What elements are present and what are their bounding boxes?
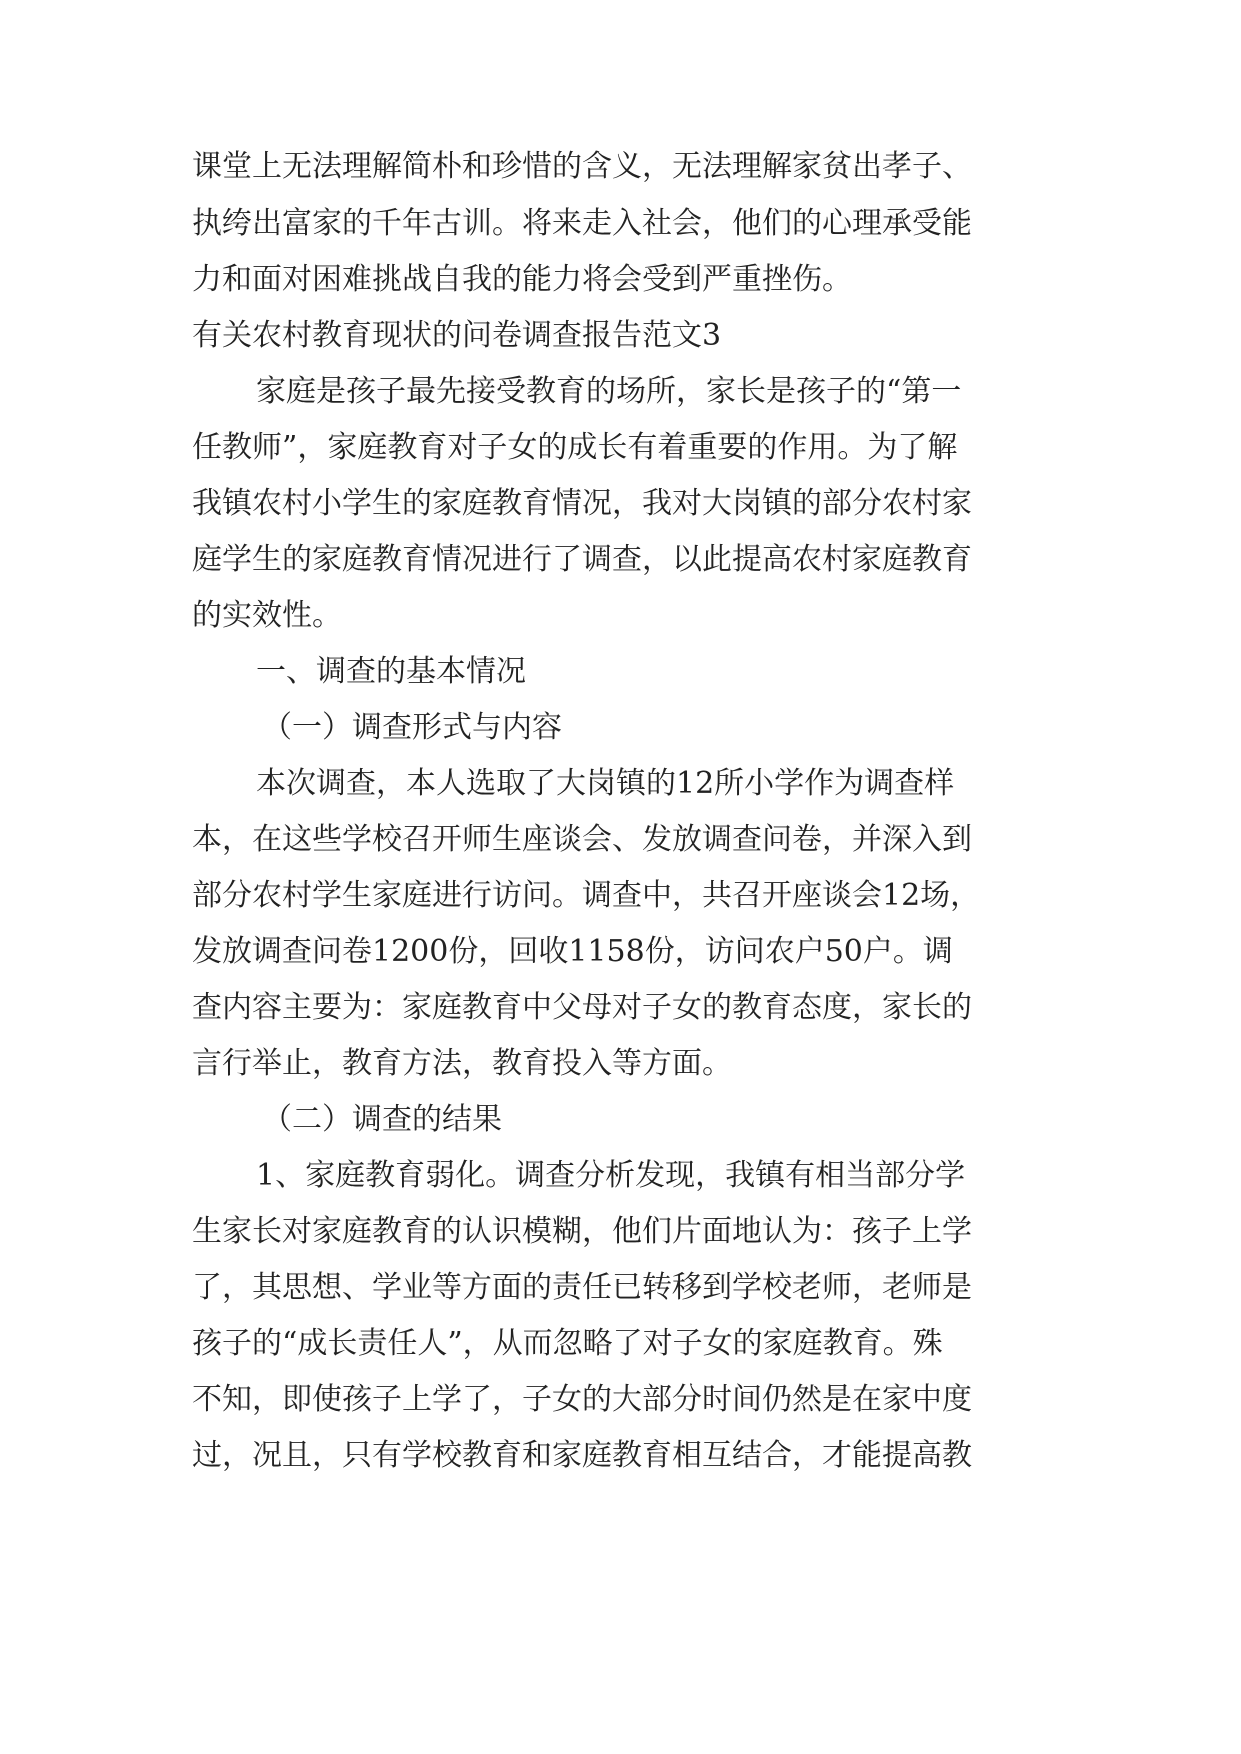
text-line: 过，况且，只有学校教育和家庭教育相互结合，才能提高教 [192, 1438, 972, 1473]
paragraph-start: 家庭是孩子最先接受教育的场所，家长是孩子的“第一 [256, 374, 962, 409]
subheading: （二）调查的结果 [262, 1102, 502, 1137]
text-line: 力和面对困难挑战自我的能力将会受到严重挫伤。 [192, 262, 852, 297]
paragraph-start: 1、家庭教育弱化。调查分析发现，我镇有相当部分学 [256, 1158, 966, 1193]
text-line: 不知，即使孩子上学了，子女的大部分时间仍然是在家中度 [192, 1382, 972, 1417]
text-line: 任教师”，家庭教育对子女的成长有着重要的作用。为了解 [192, 430, 958, 465]
section-heading: 有关农村教育现状的问卷调查报告范文3 [192, 318, 722, 353]
text-line: 孩子的“成长责任人”，从而忽略了对子女的家庭教育。殊 [192, 1326, 943, 1361]
text-line: 生家长对家庭教育的认识模糊，他们片面地认为：孩子上学 [192, 1214, 972, 1249]
subheading: （一）调查形式与内容 [262, 710, 562, 745]
text-line: 的实效性。 [192, 598, 342, 633]
text-line: 本，在这些学校召开师生座谈会、发放调查问卷，并深入到 [192, 822, 972, 857]
text-line: 执绔出富家的千年古训。将来走入社会，他们的心理承受能 [192, 206, 972, 241]
text-line: 课堂上无法理解简朴和珍惜的含义，无法理解家贫出孝子、 [192, 149, 972, 184]
text-line: 发放调查问卷1200份，回收1158份，访问农户50户。调 [192, 934, 953, 969]
text-line: 查内容主要为：家庭教育中父母对子女的教育态度，家长的 [192, 990, 972, 1025]
text-line: 庭学生的家庭教育情况进行了调查，以此提高农村家庭教育 [192, 542, 972, 577]
text-line: 我镇农村小学生的家庭教育情况，我对大岗镇的部分农村家 [192, 486, 972, 521]
text-line: 部分农村学生家庭进行访问。调查中，共召开座谈会12场， [192, 878, 981, 913]
text-line: 言行举止，教育方法，教育投入等方面。 [192, 1046, 732, 1081]
text-line: 了，其思想、学业等方面的责任已转移到学校老师，老师是 [192, 1270, 972, 1305]
paragraph-start: 本次调查，本人选取了大岗镇的12所小学作为调查样 [256, 766, 955, 801]
subheading: 一、调查的基本情况 [256, 654, 526, 689]
